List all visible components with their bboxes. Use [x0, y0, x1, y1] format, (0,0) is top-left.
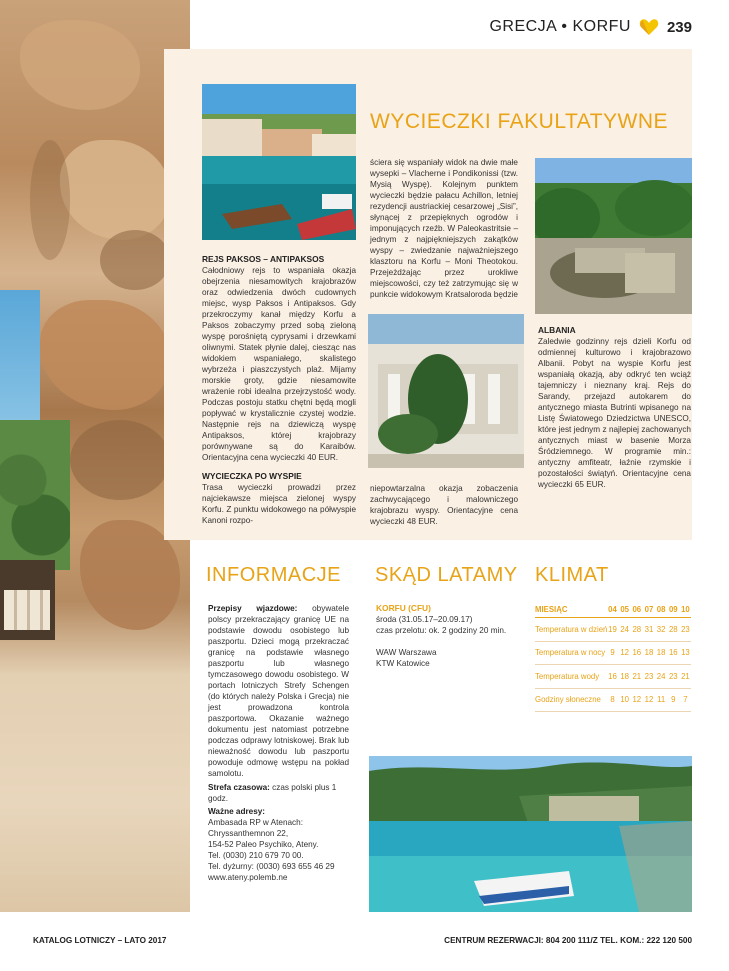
island-tour-body-left: Trasa wycieczki prowadzi przez najciekawsze miejsca zielonej wyspy Korfu. Z punktu widokowego na półwyspie Kanoni rozpo-	[202, 483, 356, 525]
month-header: MIESIĄC	[535, 605, 568, 614]
climate-cell: 12	[632, 695, 642, 705]
page-number: 239	[666, 18, 692, 36]
island-tour-block	[202, 471, 356, 526]
paksos-heading: REJS PAKSOS – ANTIPAKSOS	[202, 254, 325, 264]
island-tour-body-bottom: niepowtarzalna okazja zobaczenia zachwycającego i malowniczego krajobrazu wyspy. Orientacyjne cena wycieczki 48 EUR.	[370, 484, 518, 526]
departure-airport: WAW Warszawa	[376, 648, 437, 657]
addresses-label: Ważne adresy:	[208, 807, 266, 816]
albania-heading: ALBANIA	[538, 325, 576, 335]
address-line: www.ateny.polemb.ne	[208, 873, 288, 882]
climate-row-label: Temperatura w dzień	[535, 624, 608, 634]
climate-cell: 28	[632, 624, 642, 634]
climate-cell: 24	[620, 624, 629, 634]
month-cell: 07	[644, 605, 654, 614]
climate-cell: 11	[657, 695, 666, 705]
address-line: Tel. (0030) 210 679 70 00.	[208, 851, 304, 860]
info-addresses	[208, 806, 349, 883]
climate-title: KLIMAT	[535, 564, 609, 586]
climate-cell: 13	[681, 648, 690, 658]
climate-cell: 18	[644, 648, 654, 658]
albania-block	[538, 325, 691, 490]
climate-cell: 32	[656, 624, 666, 634]
address-line: Tel. dyżurny: (0030) 693 655 46 29	[208, 862, 335, 871]
excursions-title: WYCIECZKI FAKULTATYWNE	[370, 110, 669, 133]
climate-row-label: Temperatura w nocy	[535, 648, 606, 658]
heart-logo-icon	[639, 18, 659, 36]
airport-label: KORFU (CFU)	[376, 603, 431, 613]
month-cell: 05	[620, 605, 629, 614]
climate-cell: 23	[644, 671, 654, 681]
reservation-footer: CENTRUM REZERWACJI: 804 200 111/Z TEL. KOM.: 222 120 500	[444, 936, 692, 945]
climate-cell: 16	[668, 648, 678, 658]
climate-cell: 12	[644, 695, 654, 705]
info-title: INFORMACJE	[206, 564, 341, 586]
info-documents	[208, 603, 349, 779]
climate-table	[535, 602, 691, 712]
harbour-photo	[202, 84, 356, 240]
climate-row-label: Godziny słoneczne	[535, 695, 601, 705]
month-cell: 06	[632, 605, 642, 614]
climate-cell: 9	[610, 648, 615, 658]
month-cell: 09	[668, 605, 678, 614]
paksos-body: Całodniowy rejs to wspaniała okazja obejrzenia niesamowitych krajobrazów oraz odwiedzenia dwóch cudownych miejsc, wysp Paksos i Antipaksos. Gdy przekroczymy kanał między Korfu a Paksos zobaczymy przed sobą zieloną wyspę porośniętą cyprysami i drzewkami oliwnymi. Statek płynie dalej, ciesząc nas widokiem wspaniałego, skalistego wybrzeża i piaszczystych plaż. Mijamy morskie groty, gdzie niesamowite wrażenie robi idealna przejrzystość wody. Podczas postoju statku chętni będą mogli popływać w krystalicznie czystej wodzie. Następnie rejs na dziewiczą wyspę Antipaksos, której krajobrazy porównywane są do Karaibów. Orientacyjna cena wycieczki 40 EUR.	[202, 266, 356, 462]
month-cell: 10	[681, 605, 690, 614]
address-line: Chryssanthemnon 22,	[208, 829, 289, 838]
climate-cell: 21	[681, 671, 690, 681]
albania-body: Zaledwie godzinny rejs dzieli Korfu od odmiennej kulturowo i krajobrazowo Albanii. Pobyt na wyspie Korfu jest wspaniałą okazją, aby odkryć ten wciąż tajemniczy i nieznany kraj. Rejs do Sarandy, przejazd autokarem do antycznego miasta Butrinti wpisanego na Listę Światowego Dziedzictwa UNESCO, które jest jednym z najlepiej zachowanych antycznych miast w basenie Morza Śródziemnego. W programie min.: antyczny amfiteatr, łaźnie rzymskie i pozostałości świątyń. Orientacyjne cena wycieczki 65 EUR.	[538, 337, 691, 489]
month-cell: 04	[608, 605, 617, 614]
timezone-body: czas polski plus 1 godz.	[208, 783, 337, 803]
climate-header-row	[535, 602, 691, 618]
climate-cell: 24	[656, 671, 666, 681]
catalog-footer: KATALOG LOTNICZY – LATO 2017	[33, 936, 167, 945]
climate-row	[535, 689, 691, 713]
climate-cell: 12	[620, 648, 629, 658]
flights-title: SKĄD LATAMY	[375, 564, 518, 586]
climate-row-label: Temperatura wody	[535, 671, 600, 681]
breadcrumb: GRECJA • KORFU	[489, 18, 631, 35]
climate-cell: 8	[610, 695, 615, 705]
bay-photo	[369, 756, 692, 912]
address-line: 154-52 Paleo Psychiko, Ateny.	[208, 840, 319, 849]
climate-cell: 9	[671, 695, 676, 705]
island-tour-middle	[370, 157, 518, 300]
island-tour-body-middle: ściera się wspaniały widok na dwie małe wysepki – Vlacherne i Pondikonissi (tzw. Mysią Wyspę). Kolejnym punktem wycieczki będzie pałacu Achillon, letniej rezydencji austriackiej cesarzowej „Sisi”, słynącej z przepięknych ogrodów i imponujących rzeźb. W Paleokastritsie – jednym z najpiękniejszych zakątków wyspy – zwiedzanie najważniejszego klasztoru na Korfu – Moni Theotokou. Przejeżdżając przez urokliwe miejscowości, czy też zatrzymując się w punkcie widokowym Kratsaloroda będzie	[370, 158, 518, 299]
page-header	[489, 15, 692, 39]
info-timezone	[208, 782, 349, 804]
climate-cell: 7	[683, 695, 688, 705]
flight-duration: czas przelotu: ok. 2 godziny 20 min.	[376, 626, 507, 635]
climate-cell: 31	[644, 624, 654, 634]
address-line: Ambasada RP w Atenach:	[208, 818, 303, 827]
cliff-beach-photo	[0, 0, 190, 912]
climate-cell: 21	[632, 671, 642, 681]
island-tour-heading: WYCIECZKA PO WYSPIE	[202, 471, 302, 481]
ruins-photo	[535, 158, 692, 314]
departure-airport: KTW Katowice	[376, 659, 430, 668]
documents-body: obywatele polscy przekraczający granicę UE na podstawie dowodu osobistego lub paszportu. Dzieci mogą przekraczać granicę na podstawie własnego paszportu lub własnego tymczasowego dowodu osobistego. W portach lotniczych Strefy Schengen (do których należy Polska i Grecja) nie jest prowadzona kontrola paszportowa. Okazanie ważnego dokumentu jest natomiast potrzebne podczas odprawy lotniskowej. Brak lub nieważność dowodu lub paszportu powoduje odmowę wstępu na pokład samolotu.	[208, 604, 349, 778]
climate-row	[535, 618, 691, 642]
paksos-block	[202, 254, 356, 463]
climate-cell: 23	[668, 671, 678, 681]
climate-cell: 16	[608, 671, 617, 681]
flight-schedule: środa (31.05.17–20.09.17)	[376, 615, 473, 624]
climate-cell: 10	[620, 695, 629, 705]
documents-label: Przepisy wjazdowe:	[208, 604, 298, 613]
climate-cell: 16	[632, 648, 642, 658]
month-cell: 08	[656, 605, 666, 614]
climate-cell: 19	[608, 624, 617, 634]
climate-cell: 23	[681, 624, 690, 634]
climate-cell: 18	[620, 671, 629, 681]
flights-info	[376, 603, 526, 669]
climate-cell: 18	[656, 648, 666, 658]
climate-row	[535, 665, 691, 689]
timezone-label: Strefa czasowa:	[208, 783, 270, 792]
island-tour-bottom	[370, 483, 518, 527]
palace-photo	[368, 314, 524, 468]
climate-cell: 28	[668, 624, 678, 634]
climate-row	[535, 642, 691, 666]
